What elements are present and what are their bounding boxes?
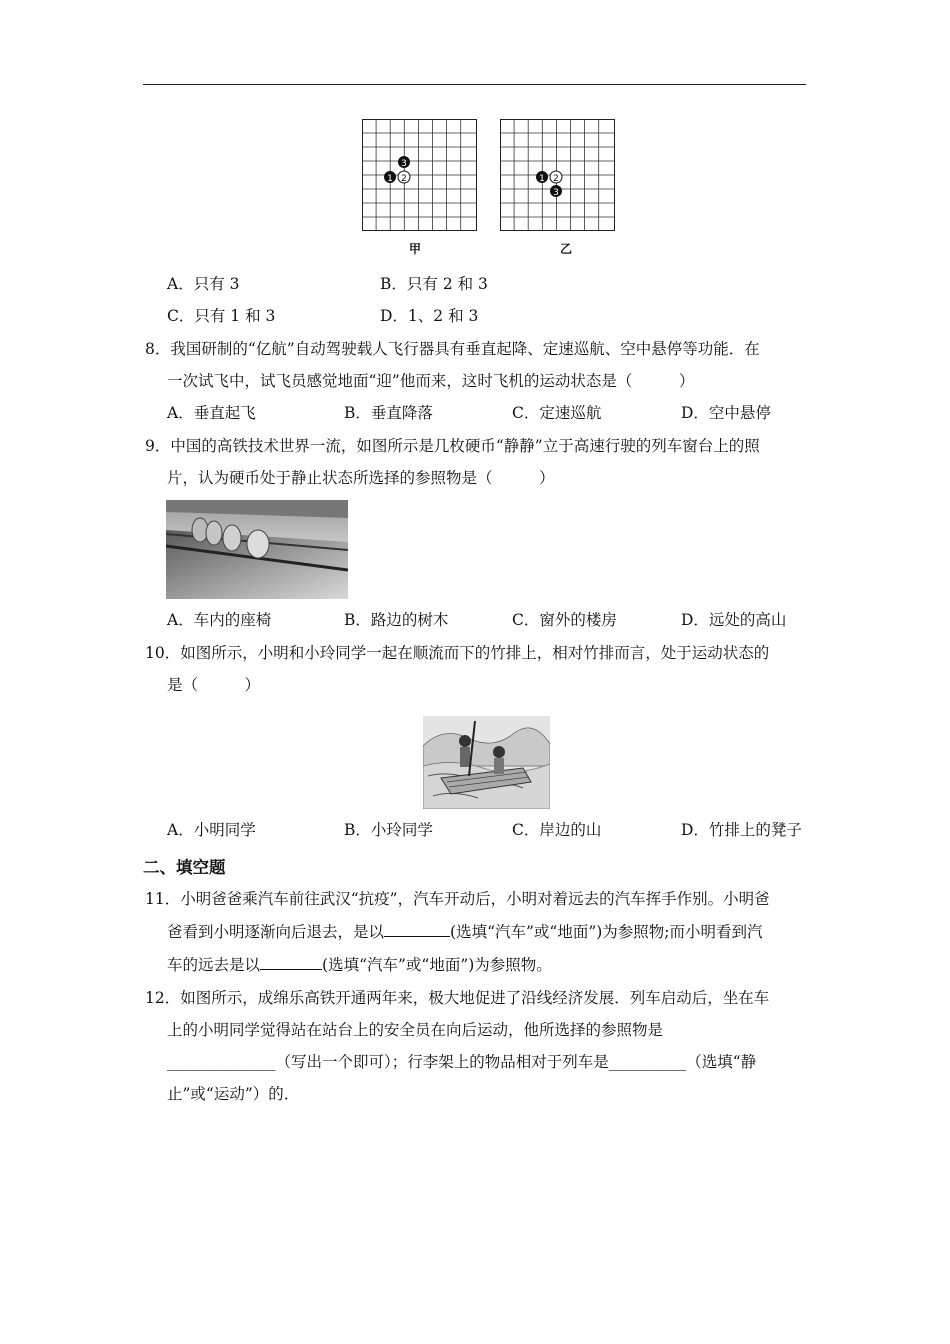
- stone-1-label: 1: [387, 174, 393, 184]
- q7-option-b: B．只有 2 和 3: [380, 275, 488, 293]
- q12-line1: 12．如图所示，成绵乐高铁开通两年来，极大地促进了沿线经济发展．列车启动后，坐在车: [145, 989, 770, 1007]
- q9-option-b: B．路边的树木: [344, 611, 449, 629]
- q9-option-a: A．车内的座椅: [167, 611, 272, 629]
- q12-line2: 上的小明同学觉得站在站台上的安全员在向后运动，他所选择的参照物是: [167, 1021, 664, 1039]
- q7-option-a: A．只有 3: [167, 275, 240, 293]
- board-caption-jia: 甲: [409, 242, 422, 256]
- stone-2-label: 2: [401, 174, 407, 184]
- q11-line2-text-a: 爸看到小明逐渐向后退去，是以: [167, 923, 385, 941]
- q12-line3-text-d: （选填“静: [686, 1053, 757, 1071]
- q10-option-d: D．竹排上的凳子: [681, 821, 802, 839]
- q8-option-a: A．垂直起飞: [167, 404, 256, 422]
- q11-line2: [167, 922, 763, 942]
- q12-blank-1[interactable]: ______________: [167, 1053, 276, 1071]
- stone-3-label: 3: [401, 159, 407, 169]
- q8-option-d: D．空中悬停: [681, 404, 771, 422]
- q7-option-d: D．1、2 和 3: [380, 307, 479, 325]
- q12-blank-2[interactable]: __________: [608, 1053, 687, 1071]
- q12-line4: 止”或“运动”）的．: [167, 1085, 300, 1103]
- q11-line3-text-b: (选填“汽车”或“地面”)为参照物。: [322, 956, 552, 974]
- board-caption-yi: 乙: [560, 242, 573, 256]
- go-board-jia: [362, 119, 477, 231]
- stone-3-label: 3: [553, 188, 559, 198]
- q8-stem-line2: 一次试飞中，试飞员感觉地面“迎”他而来，这时飞机的运动状态是（ ）: [167, 372, 695, 390]
- q9-stem-line2: 片，认为硬币处于静止状态所选择的参照物是（ ）: [167, 469, 555, 487]
- q12-line3: [167, 1052, 756, 1072]
- q12-line3-text-b: （写出一个即可）；行李架上的物品相对于列车是: [275, 1053, 609, 1071]
- q11-line2-text-b: (选填“汽车”或“地面”)为参照物;而小明看到汽: [450, 923, 763, 941]
- q10-option-b: B．小玲同学: [344, 821, 433, 839]
- q8-stem-line1: 8．我国研制的“亿航”自动驾驶载人飞行器具有垂直起降、定速巡航、空中悬停等功能．在: [145, 340, 760, 358]
- q8-option-c: C．定速巡航: [512, 404, 602, 422]
- q11-blank-1[interactable]: [384, 922, 450, 937]
- q11-line3-text-a: 车的远去是以: [167, 956, 261, 974]
- q10-option-c: C．岸边的山: [512, 821, 602, 839]
- q9-option-c: C．窗外的楼房: [512, 611, 617, 629]
- q11-line3: [167, 955, 552, 975]
- q9-option-d: D．远处的高山: [681, 611, 787, 629]
- section-fill-in-blank-title: 二、填空题: [143, 858, 226, 877]
- q10-stem-line1: 10．如图所示，小明和小玲同学一起在顺流而下的竹排上，相对竹排而言，处于运动状态的: [145, 644, 770, 662]
- q10-stem-line2: 是（ ）: [167, 676, 261, 694]
- bamboo-raft-illustration: [423, 716, 550, 809]
- q11-blank-2[interactable]: [260, 955, 322, 970]
- stone-1-label: 1: [539, 174, 545, 184]
- q7-option-c: C．只有 1 和 3: [167, 307, 276, 325]
- stone-2-label: 2: [553, 174, 559, 184]
- coins-on-train-window-photo: [166, 500, 348, 599]
- q10-option-a: A．小明同学: [167, 821, 256, 839]
- q11-line1: 11．小明爸爸乘汽车前往武汉“抗疫”，汽车开动后，小明对着远去的汽车挥手作别。小明爸: [145, 890, 770, 908]
- go-board-yi: [500, 119, 615, 231]
- q8-option-b: B．垂直降落: [344, 404, 433, 422]
- q9-stem-line1: 9．中国的高铁技术世界一流，如图所示是几枚硬币“静静”立于高速行驶的列车窗台上的照: [145, 437, 760, 455]
- header-rule: [143, 84, 806, 85]
